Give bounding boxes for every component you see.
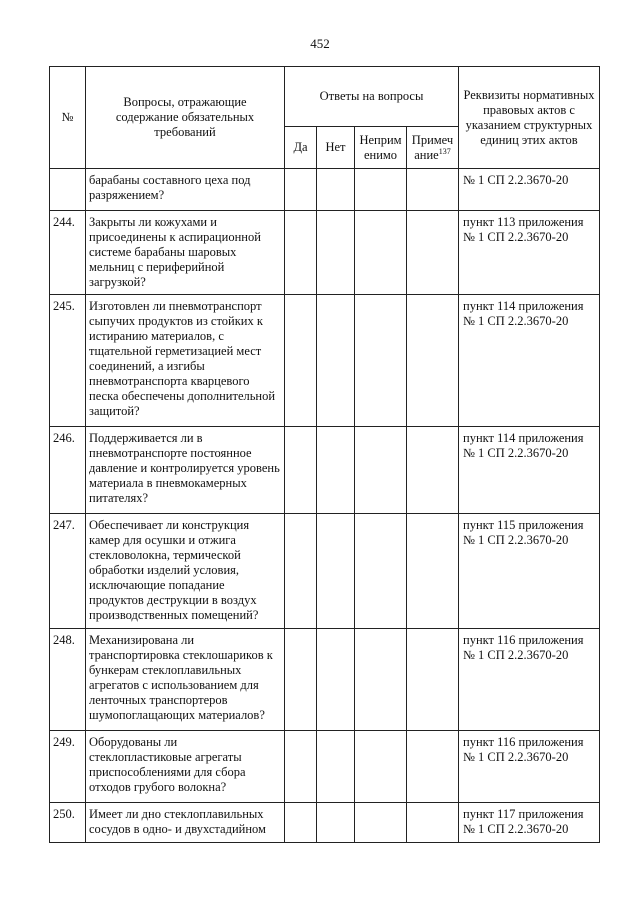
answer-yes-cell[interactable] [285,803,317,843]
answer-note-cell[interactable] [407,427,459,514]
row-number: 244. [50,211,86,295]
answer-na-cell[interactable] [355,211,407,295]
row-number: 250. [50,803,86,843]
row-reference: пункт 117 приложения № 1 СП 2.2.3670-20 [459,803,600,843]
row-reference: пункт 113 приложения № 1 СП 2.2.3670-20 [459,211,600,295]
row-question: Поддерживается ли в пневмотранспорте постоянное давление и контролируется уровень материала в пневмокамерных питателях? [86,427,285,514]
row-number: 245. [50,295,86,427]
answer-yes-cell[interactable] [285,629,317,731]
answer-no-cell[interactable] [317,427,355,514]
answer-na-cell[interactable] [355,803,407,843]
header-question: Вопросы, отражающие содержание обязательных требований [86,67,285,169]
row-reference: № 1 СП 2.2.3670-20 [459,169,600,211]
page-number: 452 [310,36,330,51]
row-question: Имеет ли дно стеклоплавильных сосудов в одно- и двухстадийном [86,803,285,843]
answer-na-cell[interactable] [355,169,407,211]
answer-na-cell[interactable] [355,731,407,803]
table-row [50,803,600,843]
row-number [50,169,86,211]
table-row [50,169,600,211]
header-note-footnote: 137 [438,146,451,156]
answer-note-cell[interactable] [407,629,459,731]
answer-no-cell[interactable] [317,803,355,843]
answer-note-cell[interactable] [407,211,459,295]
row-number: 246. [50,427,86,514]
table-row [50,514,600,629]
row-question: Изготовлен ли пневмотранспорт сыпучих продуктов из стойких к истиранию материалов, с тщательной герметизацией мест соединений, а изгибы пневмотранспорта кварцевого песка обеспечены дополнительной защитой? [86,295,285,427]
row-question: барабаны составного цеха под разряжением? [86,169,285,211]
answer-note-cell[interactable] [407,731,459,803]
answer-no-cell[interactable] [317,295,355,427]
row-reference: пункт 114 приложения № 1 СП 2.2.3670-20 [459,427,600,514]
answer-no-cell[interactable] [317,211,355,295]
table-row [50,427,600,514]
answer-yes-cell[interactable] [285,295,317,427]
row-reference: пункт 116 приложения № 1 СП 2.2.3670-20 [459,731,600,803]
requirements-table [49,66,600,843]
answer-note-cell[interactable] [407,514,459,629]
header-number: № [50,67,86,169]
answer-yes-cell[interactable] [285,514,317,629]
header-note [407,127,459,169]
table-row [50,731,600,803]
answer-yes-cell[interactable] [285,169,317,211]
answer-na-cell[interactable] [355,629,407,731]
row-question: Механизирована ли транспортировка стеклошариков к бункерам стеклоплавильных агрегатов с использованием для ленточных транспортеров шумопоглащающих материалов? [86,629,285,731]
header-yes: Да [285,127,317,169]
row-number: 249. [50,731,86,803]
answer-no-cell[interactable] [317,629,355,731]
answer-na-cell[interactable] [355,427,407,514]
row-reference: пункт 114 приложения № 1 СП 2.2.3670-20 [459,295,600,427]
answer-yes-cell[interactable] [285,211,317,295]
answer-yes-cell[interactable] [285,731,317,803]
table-row [50,211,600,295]
header-not-applicable: Неприм енимо [355,127,407,169]
answer-note-cell[interactable] [407,295,459,427]
answer-no-cell[interactable] [317,169,355,211]
answer-na-cell[interactable] [355,295,407,427]
row-number: 247. [50,514,86,629]
header-reference: Реквизиты нормативных правовых актов с указанием структурных единиц этих актов [459,67,600,169]
row-question: Оборудованы ли стеклопластиковые агрегаты приспособлениями для сбора отходов грубого волокна? [86,731,285,803]
table-row [50,295,600,427]
row-reference: пункт 115 приложения № 1 СП 2.2.3670-20 [459,514,600,629]
answer-note-cell[interactable] [407,169,459,211]
answer-yes-cell[interactable] [285,427,317,514]
table-row [50,629,600,731]
header-no: Нет [317,127,355,169]
row-question: Закрыты ли кожухами и присоединены к аспирационной системе барабаны шаровых мельниц с периферийной загрузкой? [86,211,285,295]
header-note-label: Примеч ание [411,132,454,162]
answer-no-cell[interactable] [317,731,355,803]
answer-na-cell[interactable] [355,514,407,629]
row-reference: пункт 116 приложения № 1 СП 2.2.3670-20 [459,629,600,731]
row-number: 248. [50,629,86,731]
row-question: Обеспечивает ли конструкция камер для осушки и отжига стекловолокна, термической обработки изделий условия, исключающие попадание продуктов деструкции в воздух производственных помещений? [86,514,285,629]
answer-note-cell[interactable] [407,803,459,843]
header-answers: Ответы на вопросы [285,67,459,127]
answer-no-cell[interactable] [317,514,355,629]
